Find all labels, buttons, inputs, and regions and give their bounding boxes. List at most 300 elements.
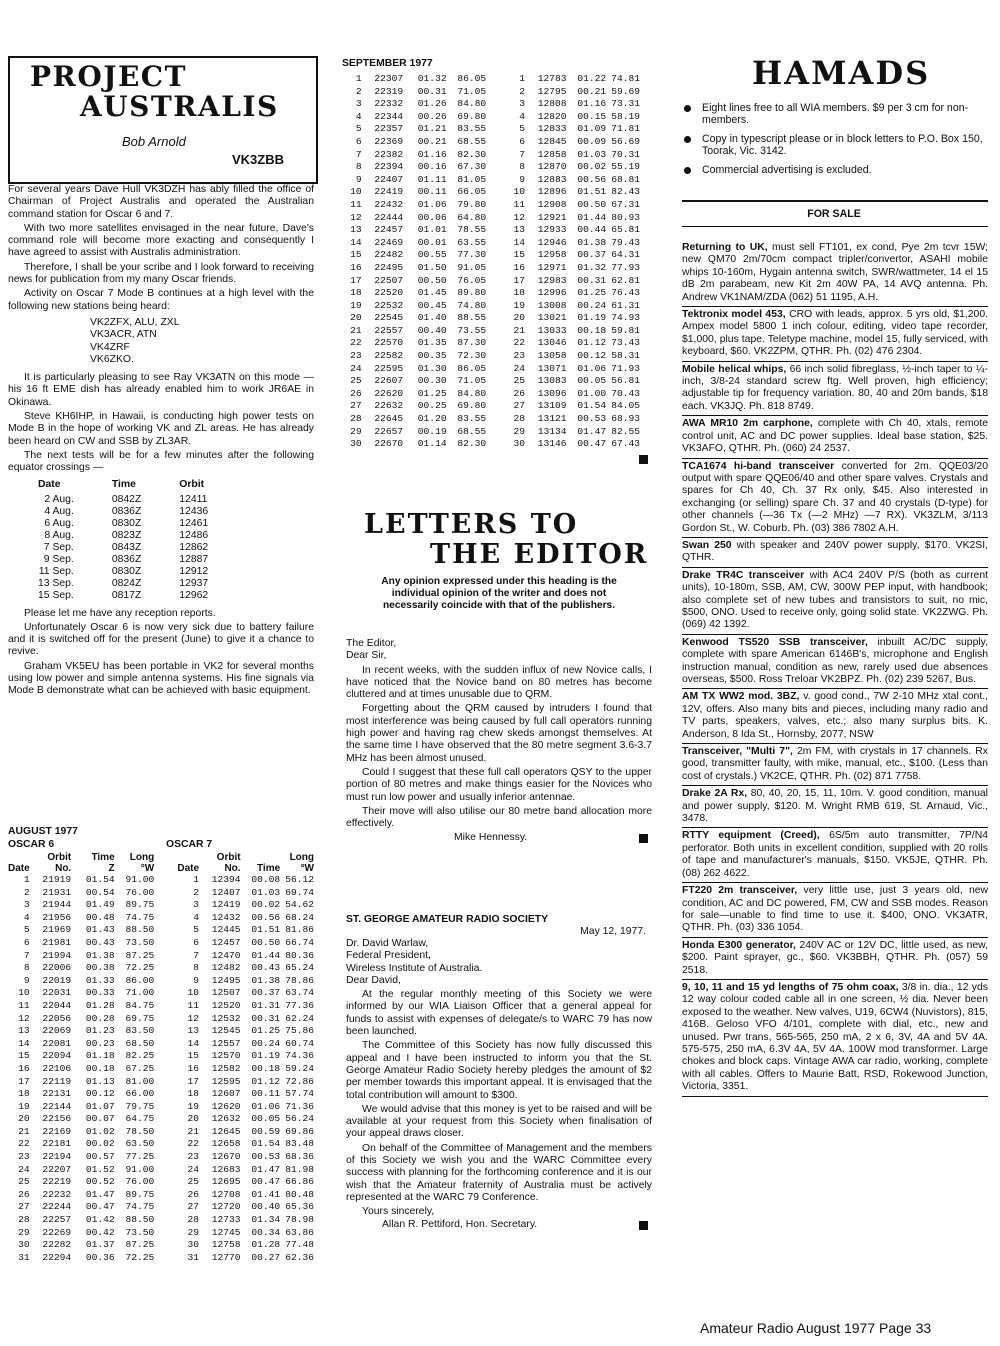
classified-ad <box>682 689 988 744</box>
table-row <box>342 400 640 413</box>
spacer-cell <box>154 1113 177 1126</box>
column-header: Time <box>256 863 281 874</box>
table-cell: 88.55 <box>457 312 487 324</box>
table-cell: 00.43 <box>85 936 115 948</box>
table-cell: 17 <box>187 1075 200 1087</box>
table-cell: 22232 <box>42 1188 72 1200</box>
table-cell: 56.24 <box>285 1113 314 1125</box>
table-cell: 87.25 <box>125 1239 155 1251</box>
table-cell: 12770 <box>211 1251 241 1263</box>
spacer-cell <box>486 212 505 225</box>
table-cell: 22645 <box>374 413 404 425</box>
table-cell: 9 <box>355 173 362 185</box>
table-cell: 81.00 <box>125 1075 155 1087</box>
article-body <box>8 184 314 700</box>
table-cell: 89.75 <box>125 1188 155 1200</box>
table-cell: 01.42 <box>85 1214 115 1226</box>
table-cell: 12532 <box>211 1012 241 1024</box>
spacer-cell <box>486 287 505 300</box>
column-header: °W <box>300 863 314 874</box>
section-title: HAMADS <box>752 54 931 92</box>
table-cell: 22 <box>513 337 526 349</box>
ad-lead: Honda E300 generator, <box>682 939 796 951</box>
ad-lead: Tektronix model 453, <box>682 309 786 321</box>
table-cell: 22081 <box>42 1037 72 1049</box>
table-cell: 00.06 <box>417 211 447 223</box>
table-cell: 74.75 <box>125 1201 155 1213</box>
cell-date: 7 Sep. <box>43 541 74 553</box>
page-footer: Amateur Radio August 1977 Page 33 <box>700 1320 932 1336</box>
table-row <box>342 212 640 225</box>
spacer-cell <box>486 249 505 262</box>
table-cell: 73.50 <box>125 1226 155 1238</box>
address-line: Dr. David Warlaw, <box>346 938 429 949</box>
table-cell: 12545 <box>211 1025 241 1037</box>
spacer-cell <box>486 438 505 451</box>
table-cell: 12858 <box>537 148 567 160</box>
table-cell: 01.51 <box>251 924 281 936</box>
ad-text: with speaker and 240V power supply, $170. VK2SI, QTHR. <box>682 539 988 564</box>
table-cell: 22169 <box>42 1125 72 1137</box>
cell-orbit: 12962 <box>179 589 209 601</box>
paragraph: At the regular monthly meeting of this Society we were informed by our WIA Liaison Officer that a general appeal for funds to assist with expenses of delegate/s to WARC 79 has now been launched. <box>346 989 652 1038</box>
table-cell: 12983 <box>537 274 567 286</box>
table-cell: 00.21 <box>417 135 447 147</box>
article-title-line2: AUSTRALIS <box>80 90 279 123</box>
table-cell: 12645 <box>211 1125 241 1137</box>
table-row <box>8 1013 314 1026</box>
table-row <box>38 542 246 554</box>
table-cell: 5 <box>519 123 526 135</box>
table-cell: 69.80 <box>457 400 487 412</box>
table-cell: 01.03 <box>251 886 281 898</box>
letter-st-george <box>346 914 652 1233</box>
table-cell: 12607 <box>211 1088 241 1100</box>
table-row <box>38 494 246 506</box>
table-cell: 01.50 <box>417 261 447 273</box>
table-cell: 21944 <box>42 899 72 911</box>
table-row <box>38 530 246 542</box>
table-cell: 22319 <box>374 85 404 97</box>
table-cell: 62.36 <box>285 1251 314 1263</box>
table-cell: 12845 <box>537 135 567 147</box>
cell-time: 0836Z <box>111 505 142 517</box>
table-cell: 24 <box>18 1163 30 1175</box>
table-cell: 12445 <box>211 924 241 936</box>
table-cell: 00.50 <box>417 274 447 286</box>
table-cell: 66.05 <box>457 186 487 198</box>
spacer-cell <box>154 1038 177 1051</box>
classified-ad <box>682 362 988 417</box>
table-cell: 13021 <box>537 312 567 324</box>
table-cell: 72.25 <box>125 1251 155 1263</box>
table-cell: 67.31 <box>611 198 640 210</box>
table-row <box>8 1113 314 1126</box>
table-cell: 82.43 <box>611 186 640 198</box>
table-cell: 7 <box>23 949 30 961</box>
table-row <box>8 1063 314 1076</box>
table-cell: 13058 <box>537 350 567 362</box>
table-cell: 22657 <box>374 425 404 437</box>
table-cell: 62.24 <box>285 1012 314 1024</box>
table-cell: 17 <box>513 274 526 286</box>
table-cell: 01.38 <box>577 236 607 248</box>
table-row <box>8 950 314 963</box>
table-cell: 57.74 <box>285 1088 314 1100</box>
divider <box>682 226 988 227</box>
spacer-cell <box>154 1176 177 1189</box>
table-cell: 00.34 <box>251 1226 281 1238</box>
rule-text: Commercial advertising is excluded. <box>702 163 872 176</box>
table-cell: 00.25 <box>417 400 447 412</box>
table-row <box>342 350 640 363</box>
table-cell: 01.49 <box>85 899 115 911</box>
table-cell: 01.20 <box>417 413 447 425</box>
table-cell: 30 <box>187 1239 200 1251</box>
paragraph: Therefore, I shall be your scribe and I look forward to receiving news for publication from my many Oscar friends. <box>8 261 314 286</box>
spacer-cell <box>486 300 505 313</box>
ad-text: inbuilt AC/DC supply, complete with spare American 6146B's, microphone and English instruction manual, condition as new, rarely used due absences overseas, $500. Ross Treloar VK2BPZ. Ph. (02) 239 5267, Bus. <box>682 636 988 685</box>
table-cell: 01.54 <box>577 400 607 412</box>
divider <box>682 200 988 202</box>
table-cell: 20 <box>18 1113 30 1125</box>
table-cell: 01.44 <box>251 949 281 961</box>
table-cell: 00.05 <box>577 375 607 387</box>
table-cell: 73.55 <box>457 324 487 336</box>
table-cell: 64.31 <box>611 249 640 261</box>
table-cell: 01.06 <box>251 1100 281 1112</box>
table-cell: 12921 <box>537 211 567 223</box>
table-cell: 87.30 <box>457 337 487 349</box>
table-cell: 00.23 <box>85 1037 115 1049</box>
table-cell: 22520 <box>374 287 404 299</box>
table-cell: 19 <box>513 299 526 311</box>
table-cell: 14 <box>187 1037 200 1049</box>
table-row <box>38 566 246 578</box>
table-row <box>342 86 640 99</box>
table-cell: 13096 <box>537 387 567 399</box>
table-cell: 00.18 <box>251 1062 281 1074</box>
table-cell: 89.75 <box>125 899 155 911</box>
classified-ad <box>682 883 988 938</box>
table-cell: 12632 <box>211 1113 241 1125</box>
table-cell: 01.52 <box>85 1163 115 1175</box>
classified-ad <box>682 786 988 828</box>
table-cell: 5 <box>355 123 362 135</box>
classified-ad <box>682 828 988 883</box>
table-cell: 9 <box>519 173 526 185</box>
table-cell: 01.25 <box>417 387 447 399</box>
table-cell: 2 <box>519 85 526 97</box>
spacer-cell <box>154 912 177 925</box>
table-row <box>8 874 314 887</box>
table-cell: 12 <box>18 1012 30 1024</box>
table-cell: 56.69 <box>611 135 640 147</box>
table-cell: 13008 <box>537 299 567 311</box>
spacer-cell <box>154 1189 177 1202</box>
table-cell: 22019 <box>42 974 72 986</box>
table-cell: 60.74 <box>285 1037 314 1049</box>
spacer-cell <box>154 1076 177 1089</box>
table-cell: 31 <box>18 1251 30 1263</box>
table-cell: 12971 <box>537 261 567 273</box>
bullet-icon <box>684 105 691 112</box>
table-cell: 00.35 <box>417 350 447 362</box>
table-cell: 21969 <box>42 924 72 936</box>
ad-text: 66 inch solid fibreglass, ½-inch taper to ¼-inch, 3/8-24 standard screw ftg. Well proven, high efficiency; adjustable tip for frequency variation. 80, 40 and 20m bands, $18 each. VK3JQ. Ph. 818 8749. <box>682 363 988 412</box>
table-cell: 73.31 <box>611 98 640 110</box>
table-row <box>8 924 314 937</box>
table-cell: 24 <box>513 362 526 374</box>
table-cell: 01.00 <box>577 387 607 399</box>
table-cell: 01.44 <box>577 211 607 223</box>
table-cell: 65.81 <box>611 224 640 236</box>
table-cell: 22419 <box>374 186 404 198</box>
table-cell: 12833 <box>537 123 567 135</box>
spacer-cell <box>486 325 505 338</box>
table-row <box>342 73 640 86</box>
table-row <box>342 149 640 162</box>
ad-text: must sell FT101, ex cond, Pye 2m tcvr 15W; new QM70 2m/70cm compact tripler/convertor, ASAHI mobile whips 10-160m, Hygain antenna switch, SWR/wattmeter, 14 el 15 dB 2m parabeam, new Kit 2m 40W PA, 14 AVQ antenna. Ph. Andrew VK1NAM/ZDA (062) 51 1195, A.H. <box>682 242 988 303</box>
table-cell: 22257 <box>42 1214 72 1226</box>
spacer-cell <box>154 987 177 1000</box>
table-cell: 00.27 <box>251 1251 281 1263</box>
table-cell: 01.32 <box>577 261 607 273</box>
table-cell: 83.50 <box>125 1025 155 1037</box>
table-cell: 23 <box>513 350 526 362</box>
table-cell: 2 <box>23 886 30 898</box>
cell-date: 15 Sep. <box>38 589 74 601</box>
table-cell: 63.50 <box>125 1138 155 1150</box>
table-cell: 4 <box>519 110 526 122</box>
table-row <box>8 1239 314 1252</box>
table-cell: 00.47 <box>85 1201 115 1213</box>
table-cell: 12783 <box>537 73 567 84</box>
signature: Mike Hennessy. <box>454 832 528 844</box>
table-row <box>38 506 246 518</box>
spacer-cell <box>154 1013 177 1026</box>
table-cell: 12658 <box>211 1138 241 1150</box>
table-cell: 5 <box>193 924 200 936</box>
table-cell: 00.45 <box>417 299 447 311</box>
september-orbit-table-block <box>342 58 654 469</box>
table-cell: 22394 <box>374 161 404 173</box>
table-row <box>8 1038 314 1051</box>
table-cell: 3 <box>193 899 200 911</box>
ad-lead: AWA MR10 2m carphone, <box>682 418 813 430</box>
table-heading: AUGUST 1977 <box>8 826 78 837</box>
paragraph: Forgetting about the QRM caused by intruders I found that most interference was being caused by full call operators running high power and having rag chew skeds amongst themselves. At the same time I have observed that the 80 metre segment 3.6-3.7 MHz has been almost unused. <box>346 703 652 764</box>
table-cell: 72.86 <box>285 1075 314 1087</box>
ad-text: with AC4 240V P/S (both as current units), 10-180m, SSB, AM, CW, 300W PEP input, with handbook; also complete set of new tubes and transistors to suit, no mic, $500, ONO. Used to receive only, going solid state. VK2ZWG. Ph. (069) 42 1392. <box>682 569 988 631</box>
table-cell: 25 <box>350 375 362 387</box>
table-cell: 14 <box>513 236 526 248</box>
ad-lead: Mobile helical whips, <box>682 363 787 375</box>
table-cell: 00.48 <box>85 911 115 923</box>
ad-text: 80, 40, 20, 15, 11, 10m. V. good condition, manual and power supply, $120. M. Wright RMB 619, St. Arnaud, Vic., 3478. <box>682 788 988 825</box>
spacer-cell <box>154 887 177 900</box>
table-cell: 5 <box>23 924 30 936</box>
table-cell: 1 <box>355 73 362 84</box>
table-cell: 84.75 <box>125 999 155 1011</box>
table-cell: 91.00 <box>125 1163 155 1175</box>
table-row <box>342 438 640 451</box>
table-cell: 21 <box>18 1125 30 1137</box>
table-cell: 00.18 <box>85 1062 115 1074</box>
table-row <box>8 962 314 975</box>
table-cell: 00.43 <box>251 962 281 974</box>
august-orbit-table-block <box>8 826 318 1264</box>
column-header: Orbit <box>47 852 72 863</box>
table-cell: 12407 <box>211 886 241 898</box>
table-row <box>8 1076 314 1089</box>
table-cell: 8 <box>23 962 30 974</box>
table-cell: 12996 <box>537 287 567 299</box>
table-cell: 67.43 <box>611 438 640 450</box>
table-cell: 56.12 <box>285 874 314 885</box>
table-cell: 22582 <box>374 350 404 362</box>
table-cell: 01.28 <box>85 999 115 1011</box>
table-cell: 00.16 <box>417 161 447 173</box>
paragraph: With two more satellites envisaged in the near future, Dave's command role will become more exacting and consequently I have agreed to assist with Australis administration. <box>8 222 314 259</box>
table-cell: 01.38 <box>85 949 115 961</box>
table-cell: 27 <box>350 400 362 412</box>
for-sale-heading: FOR SALE <box>807 208 861 220</box>
table-cell: 01.14 <box>417 438 447 450</box>
table-cell: 82.30 <box>457 148 487 160</box>
cell-orbit: 12887 <box>179 553 209 565</box>
table-cell: 22532 <box>374 299 404 311</box>
spacer-cell <box>154 1050 177 1063</box>
table-cell: 12570 <box>211 1050 241 1062</box>
paragraph: Unfortunately Oscar 6 is now very sick due to battery failure and it is switched off for the present (June) to give it a chance to revive. <box>8 621 314 658</box>
table-cell: 16 <box>187 1062 200 1074</box>
table-cell: 6 <box>519 135 526 147</box>
table-row <box>8 1214 314 1227</box>
table-cell: 66.74 <box>285 936 314 948</box>
table-cell: 21994 <box>42 949 72 961</box>
table-cell: 00.37 <box>251 987 281 999</box>
spacer-cell <box>486 262 505 275</box>
spacer-cell <box>154 1201 177 1214</box>
column-header <box>177 852 199 863</box>
table-row <box>8 1000 314 1013</box>
table-cell: 13109 <box>537 400 567 412</box>
rule-text: Eight lines free to all WIA members. $9 per 3 cm for non-members. <box>702 102 969 127</box>
table-cell: 01.47 <box>85 1188 115 1200</box>
table-cell: 01.40 <box>417 312 447 324</box>
spacer-cell <box>486 275 505 288</box>
table-cell: 22156 <box>42 1113 72 1125</box>
table-cell: 68.36 <box>285 1151 314 1163</box>
table-cell: 22131 <box>42 1088 72 1100</box>
table-cell: 00.19 <box>417 425 447 437</box>
table-cell: 01.31 <box>251 999 281 1011</box>
table-cell: 21 <box>350 324 362 336</box>
table-cell: 3 <box>519 98 526 110</box>
column-header: Orbit <box>179 478 205 490</box>
table-cell: 00.53 <box>251 1151 281 1163</box>
table-cell: 00.37 <box>577 249 607 261</box>
table-cell: 54.62 <box>285 899 314 911</box>
table-cell: 59.24 <box>285 1062 314 1074</box>
table-row <box>342 325 640 338</box>
table-cell: 27 <box>18 1201 30 1213</box>
table-cell: 11 <box>187 999 200 1011</box>
table-cell: 30 <box>350 438 362 450</box>
column-header: Orbit <box>216 852 241 863</box>
table-cell: 78.86 <box>285 974 314 986</box>
table-cell: 91.00 <box>125 874 155 885</box>
table-cell: 82.55 <box>611 425 640 437</box>
ad-lead: Swan 250 <box>682 539 732 551</box>
table-cell: 71.05 <box>457 375 487 387</box>
table-cell: 76.00 <box>125 1176 155 1188</box>
cell-time: 0842Z <box>111 493 142 505</box>
table-cell: 22006 <box>42 962 72 974</box>
address-line: Dear David, <box>346 974 401 986</box>
table-cell: 12870 <box>537 161 567 173</box>
table-cell: 00.53 <box>577 413 607 425</box>
table-cell: 01.33 <box>85 974 115 986</box>
spacer-cell <box>486 426 505 439</box>
table-cell: 01.38 <box>251 974 281 986</box>
table-cell: 72.30 <box>457 350 487 362</box>
table-cell: 22244 <box>42 1201 72 1213</box>
table-cell: 18 <box>513 287 526 299</box>
spacer-cell <box>154 1063 177 1076</box>
table-cell: 70.31 <box>611 148 640 160</box>
table-cell: 12683 <box>211 1163 241 1175</box>
table-cell: 22031 <box>42 987 72 999</box>
table-cell: 01.47 <box>251 1163 281 1175</box>
table-cell: 01.26 <box>417 98 447 110</box>
paragraph: On behalf of the Committee of Management and the members of this Society we wish you and the WARC Committee every success with planning for the forthcoming conference and it is our wish that the Amateur fraternity of Australia must be actively represented at the WARC 79 Conference. <box>346 1142 652 1203</box>
table-cell: 00.09 <box>577 135 607 147</box>
table-cell: 89.80 <box>457 287 487 299</box>
table-cell: 12595 <box>211 1075 241 1087</box>
table-cell: 01.12 <box>577 337 607 349</box>
table-cell: 15 <box>18 1050 30 1062</box>
table-cell: 01.22 <box>577 73 607 84</box>
table-cell: 62.81 <box>611 274 640 286</box>
table-cell: 22307 <box>374 73 404 84</box>
table-cell: 19 <box>187 1100 200 1112</box>
table-cell: 4 <box>193 911 200 923</box>
table-cell: 00.28 <box>85 1012 115 1024</box>
table-cell: 64.75 <box>125 1113 155 1125</box>
table-row <box>342 375 640 388</box>
column-header: Date <box>8 863 30 874</box>
station-list <box>90 317 314 366</box>
spacer-cell <box>486 350 505 363</box>
table-cell: 16 <box>513 261 526 273</box>
table-cell: 68.81 <box>611 173 640 185</box>
table-cell: 7 <box>193 949 200 961</box>
cell-time: 0830Z <box>111 517 142 529</box>
table-cell: 22545 <box>374 312 404 324</box>
table-cell: 01.21 <box>417 123 447 135</box>
table-cell: 12795 <box>537 85 567 97</box>
table-cell: 12820 <box>537 110 567 122</box>
table-cell: 80.93 <box>611 211 640 223</box>
column-header: No. <box>55 863 72 874</box>
table-row <box>8 1201 314 1214</box>
cell-orbit: 12862 <box>179 541 209 553</box>
classified-ad <box>682 938 988 980</box>
table-cell: 13083 <box>537 375 567 387</box>
table-cell: 21 <box>187 1125 200 1137</box>
